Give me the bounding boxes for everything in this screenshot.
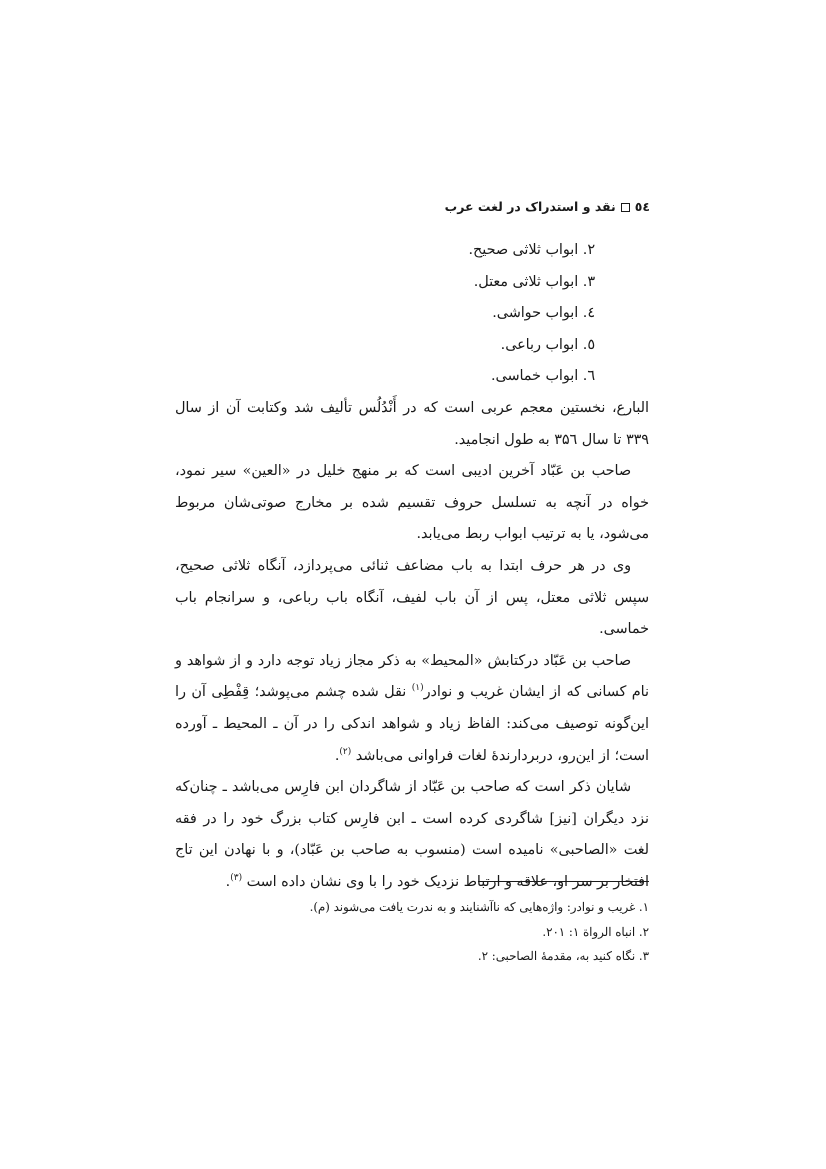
footnote-item: ۱. غریب و نوادر: واژه‌هایی که ناآشنایند و به ندرت یافت می‌شوند (م). xyxy=(309,900,649,914)
paragraph-text: شایان ذکر است که صاحب بن عَبّاد از شاگردان ابن فارِس می‌باشد ـ چنان‌که نزد دیگران [نیز] شاگردی کرده است ـ ابن فارِس کتاب بزرگ خود را در فقه لغت «الصاحبی» نامیده است (منسوب به صاحب بن عَبّاد)، و با نهادن این تاج افتخار بر سر او، علاقه و ارتباط نزدیک خود را با وی نشان داده است xyxy=(175,779,649,890)
paragraph-albari: البارع، نخستین معجم عربی است که در أَنْدُلُس تألیف شد وکتابت آن از سال ۳۳۹ تا سال ۳۵٦ به طول انجامید. xyxy=(175,399,649,448)
paragraph-text: نقل شده چشم می‌پوشد؛ قِفْطِی آن را این‌گونه توصیف می‌کند: الفاظ زیاد و شواهد اندکی را در آن ـ المحیط ـ آورده است؛ از این‌رو، دربردارندهٔ لغات فراوانی می‌باشد xyxy=(175,684,649,764)
footnote-divider xyxy=(478,881,649,882)
main-text xyxy=(175,235,649,898)
paragraph-text: . xyxy=(334,747,340,764)
running-title: نقد و استدراک در لغت عرب xyxy=(444,199,616,214)
list-item: ٦. ابواب خماسی. xyxy=(491,368,595,385)
square-bullet-icon xyxy=(621,203,630,212)
footnote-ref-1: (۱) xyxy=(411,683,424,694)
paragraph-al-muhit xyxy=(175,646,649,772)
list-item: ٥. ابواب رباعی. xyxy=(500,336,595,353)
paragraph-ibn-faris xyxy=(175,772,649,898)
list-item: ۲. ابواب ثلاثی صحیح. xyxy=(468,242,595,258)
paragraph-text: . xyxy=(225,873,231,890)
paragraph-sahib-method: صاحب بن عَبّاد آخرین ادیبی است که بر منهج خلیل در «العین» سیر نمود، خواه در آنچه به تسلسل حروف تقسیم شده بر مخارج صوتی‌شان مربوط می‌شود، یا به ترتیب ابواب ربط می‌یابد. xyxy=(175,463,649,543)
page-header xyxy=(445,197,650,217)
footnotes xyxy=(175,895,649,969)
footnote-item: ۳. نگاه کنید به، مقدمهٔ الصاحبی: ۲. xyxy=(477,949,649,963)
footnote-item: ۲. انباه الرواة ۱: ۲۰۱. xyxy=(542,924,649,939)
list-item: ۳. ابواب ثلاثی معتل. xyxy=(473,273,595,290)
list-item: ٤. ابواب حواشی. xyxy=(492,305,595,322)
footnote-ref-3: (۳) xyxy=(230,873,243,884)
page-number: ٥٤ xyxy=(634,199,650,214)
paragraph-text: صاحب بن عَبّاد درکتابش «المحیط» به ذکر مجاز زیاد توجه دارد و از شواهد و نام کسانی که از ایشان غریب و نوادر xyxy=(175,652,649,701)
footnote-ref-2: (۲) xyxy=(339,746,352,757)
paragraph-letter-order: وی در هر حرف ابتدا به باب مضاعف ثنائی می‌پردازد، آنگاه ثلاثی صحیح، سپس ثلاثی معتل، پس از آن باب لفیف، آنگاه باب رباعی، و سرانجام باب خماسی. xyxy=(175,557,649,638)
